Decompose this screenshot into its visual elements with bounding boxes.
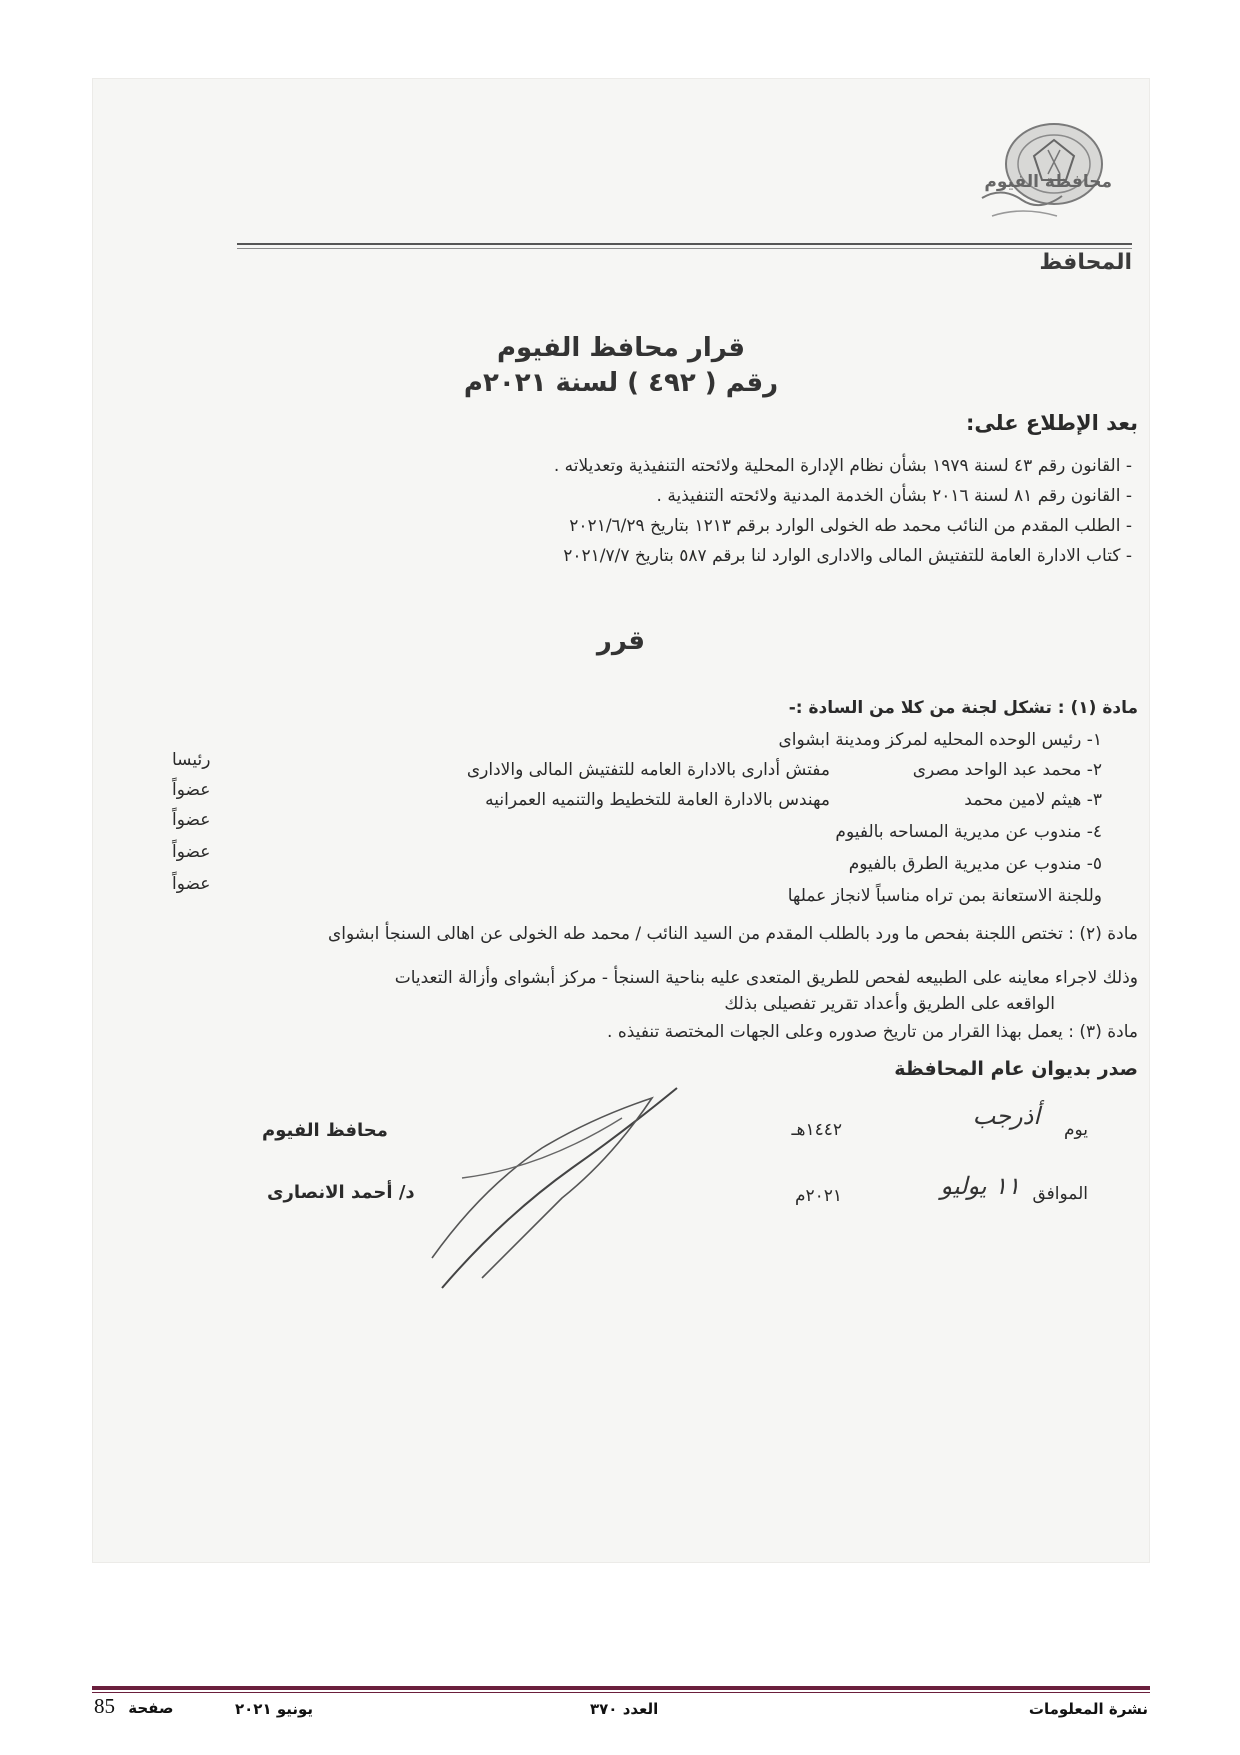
footer-date: يونيو ٢٠٢١ [235,1700,314,1718]
preamble-item: - كتاب الادارة العامة للتفتيش المالى والادارى الوارد لنا برقم ٥٨٧ بتاريخ ٢٠٢١/٧/٧ [563,546,1132,566]
article3-line: مادة (٣) : يعمل بهذا القرار من تاريخ صدوره وعلى الجهات المختصة تنفيذه . [607,1022,1138,1042]
footer-page [94,1694,173,1719]
member-detail: مهندس بالادارة العامة للتخطيط والتنميه العمرانيه [485,790,830,810]
article2-line: الواقعه على الطريق وأعداد تقرير تفصيلى بذلك [724,994,1055,1014]
issued-greg-year: ٢٠٢١م [794,1186,842,1206]
member-line: ١- رئيس الوحده المحليه لمركز ومدينة ابشواى [778,730,1102,750]
signature-name: د/ أحمد الانصارى [267,1182,415,1203]
member-role: عضواً [172,780,211,800]
issued-corr-label: الموافق [1032,1184,1088,1204]
footer-page-number: 85 [94,1694,115,1718]
decision-number: رقم ( ٤٩٢ ) لسنة ٢٠٢١م [463,368,779,398]
member-detail: مفتش أدارى بالادارة العامه للتفتيش المالى والادارى [466,760,830,780]
footer-publication: نشرة المعلومات [1028,1700,1148,1718]
header-rule-thin [237,248,1132,249]
signature-scribble-icon [422,1078,692,1308]
article1-closing: وللجنة الاستعانة بمن تراه مناسباً لانجاز عملها [787,886,1102,906]
office-label: المحافظ [1039,250,1132,275]
article2-line: مادة (٢) : تختص اللجنة بفحص ما ورد بالطلب المقدم من السيد النائب / محمد طه الخولى عن اهالى السنجأ ابشواى [327,924,1138,944]
footer-rule [92,1686,1150,1690]
preamble-heading: بعد الإطلاع على: [966,411,1138,435]
preamble-item: - الطلب المقدم من النائب محمد طه الخولى الوارد برقم ١٢١٣ بتاريخ ٢٠٢١/٦/٢٩ [569,516,1132,536]
header-rule [237,243,1132,245]
governorate-seal-icon [962,116,1112,226]
article1-heading: مادة (١) : تشكل لجنة من كلا من السادة :- [788,698,1138,718]
member-role: عضواً [172,810,211,830]
member-role: رئيسا [172,750,211,770]
decree-word: قرر [596,626,646,656]
article2-line: وذلك لاجراء معاينه على الطبيعه لفحص للطريق المتعدى عليه بناحية السنجأ - مركز أبشواى وأزالة التعديات [394,968,1138,988]
member-role: عضواً [172,842,211,862]
member-line: ٣- هيثم لامين محمد [964,790,1102,810]
decision-title: قرار محافظ الفيوم [496,333,745,363]
issued-text: صدر بديوان عام المحافظة [894,1058,1138,1080]
member-role: عضواً [172,874,211,894]
seal-text: محافظة الفيوم [984,172,1112,192]
issued-hijri-year: ١٤٤٢هـ [791,1120,842,1140]
member-line: ٢- محمد عبد الواحد مصرى [912,760,1102,780]
signature-title: محافظ الفيوم [262,1120,388,1141]
preamble-item: - القانون رقم ٤٣ لسنة ١٩٧٩ بشأن نظام الإدارة المحلية ولائحته التنفيذية وتعديلاته . [553,456,1132,476]
issued-corr-value: ١١ يوليو [940,1172,1020,1200]
scanned-document [92,78,1150,1563]
issued-day-label: يوم [1063,1120,1088,1140]
member-line: ٥- مندوب عن مديرية الطرق بالفيوم [848,854,1102,874]
issued-day-value: أذرجب [972,1102,1040,1130]
footer-rule-thin [92,1692,1150,1693]
preamble-item: - القانون رقم ٨١ لسنة ٢٠١٦ بشأن الخدمة المدنية ولائحته التنفيذية . [656,486,1132,506]
member-line: ٤- مندوب عن مديرية المساحه بالفيوم [835,822,1102,842]
footer-page-label: صفحة [128,1699,174,1717]
footer-issue: العدد ٣٧٠ [590,1700,659,1718]
